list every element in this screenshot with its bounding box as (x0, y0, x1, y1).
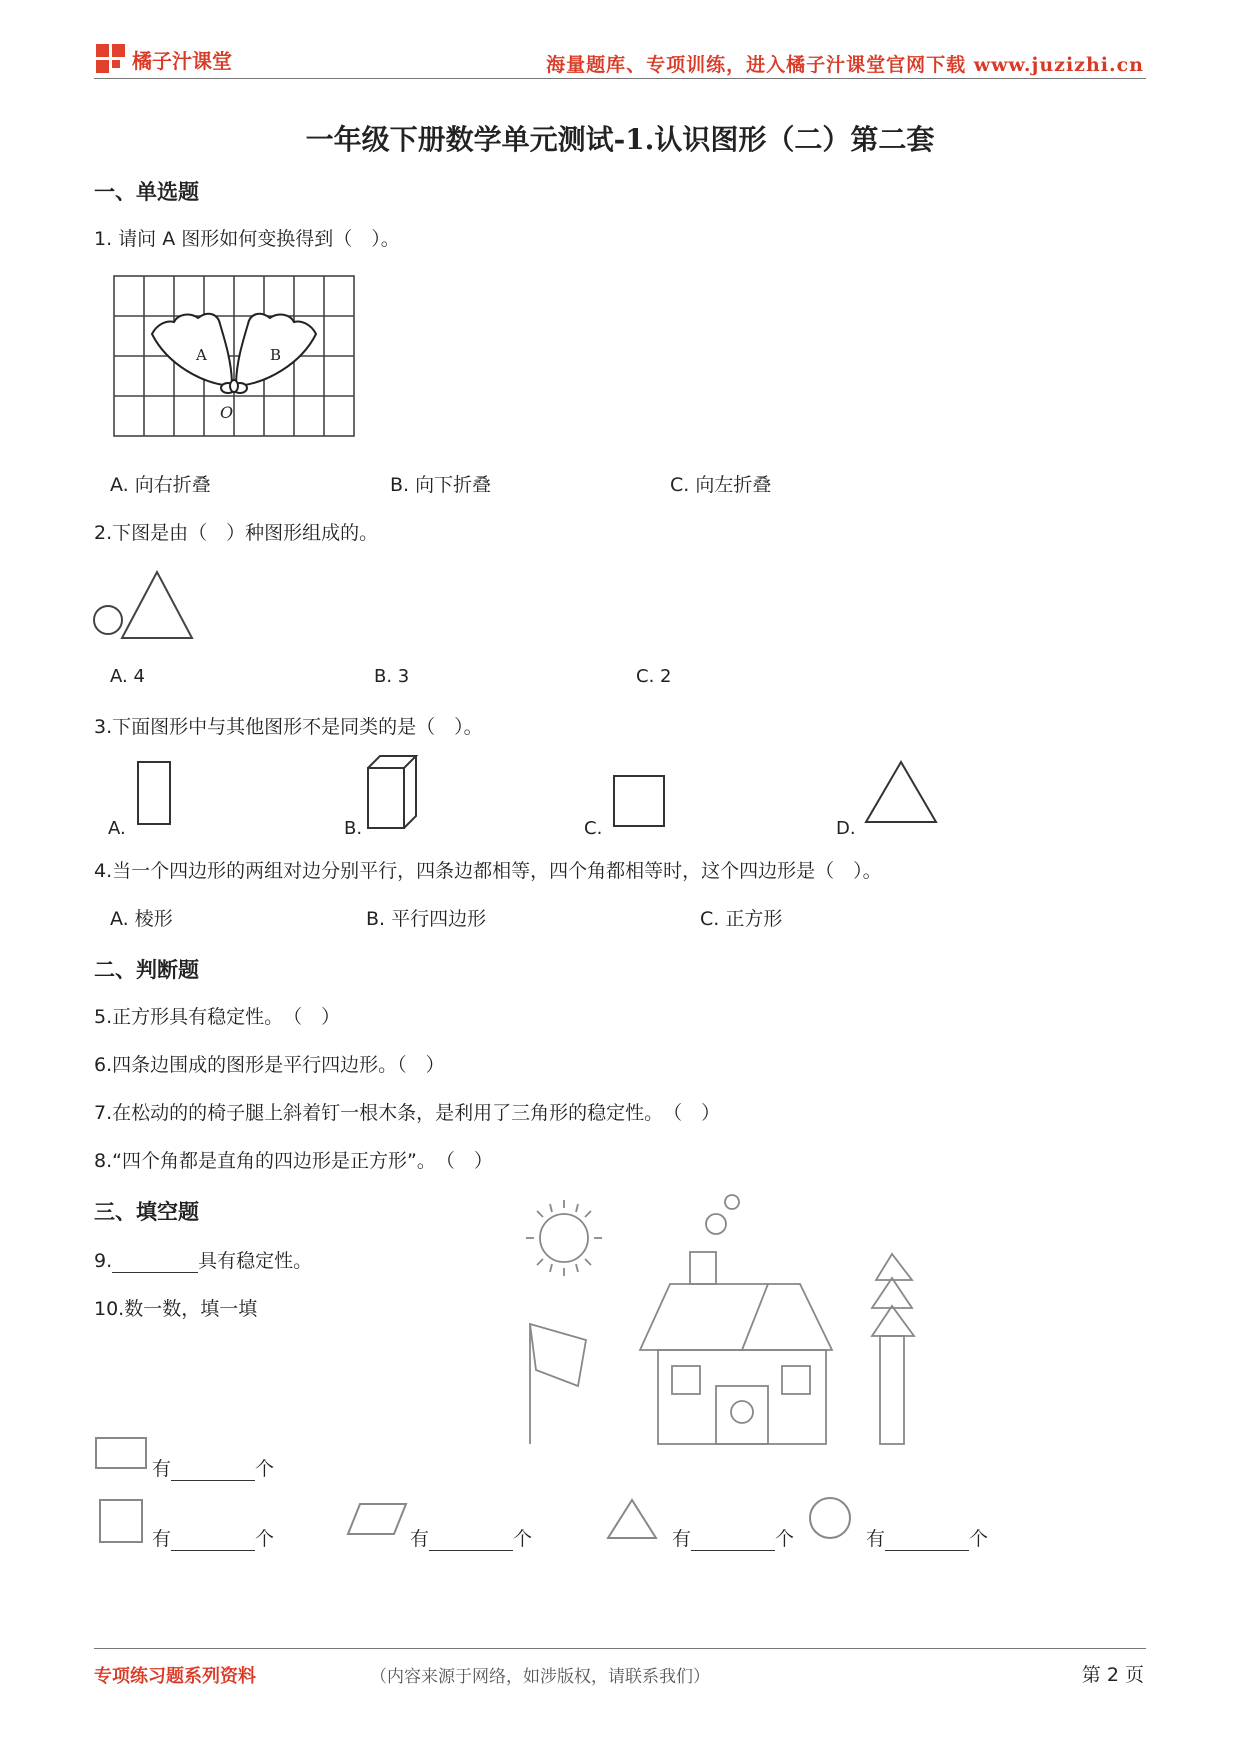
count-you-label: 有 (410, 1528, 430, 1550)
figure-label-b: B (270, 346, 282, 364)
square-count-icon (96, 1496, 148, 1546)
count-ge-label: 个 (969, 1528, 989, 1550)
circle-triangle-figure (92, 568, 202, 642)
count-rectangle (152, 1454, 274, 1481)
q9-blank[interactable] (112, 1252, 198, 1273)
page-suffix: 页 (1124, 1664, 1144, 1686)
count-you-label: 有 (152, 1458, 172, 1480)
q2-option-a[interactable]: A. 4 (110, 666, 145, 687)
count-you-label: 有 (866, 1528, 886, 1550)
header-logo (96, 44, 232, 74)
count-parallelogram-blank[interactable] (429, 1530, 513, 1551)
question-10: 10.数一数，填一填 (94, 1298, 258, 1320)
footer-copyright-note: （内容来源于网络，如涉版权，请联系我们） (370, 1667, 710, 1687)
section-single-choice: 一、单选题 (94, 179, 199, 204)
footer-series-label: 专项练习题系列资料 (94, 1666, 256, 1687)
question-2: 2.下图是由（ ）种图形组成的。 (94, 522, 379, 544)
q9-number: 9. (94, 1250, 113, 1272)
count-ge-label: 个 (513, 1528, 533, 1550)
count-ge-label: 个 (775, 1528, 795, 1550)
square-figure (610, 772, 670, 832)
count-rectangle-blank[interactable] (171, 1460, 255, 1481)
count-you-label: 有 (152, 1528, 172, 1550)
q3-option-a[interactable]: A. (108, 818, 126, 839)
leaf-grid-figure (112, 274, 362, 440)
q4-option-a[interactable]: A. 棱形 (110, 908, 173, 930)
triangle-shape (122, 572, 192, 638)
count-ge-label: 个 (255, 1528, 275, 1550)
section-true-false: 二、判断题 (94, 957, 199, 982)
brand-name: 橘子汁课堂 (132, 48, 232, 73)
triangle-count-icon (604, 1496, 660, 1542)
q4-option-b[interactable]: B. 平行四边形 (366, 908, 487, 930)
header-slogan: 海量题库、专项训练，进入橘子汁课堂官网下载 www.juzizhi.cn (546, 54, 1144, 76)
page-number (1082, 1660, 1144, 1687)
question-8: 8.“四个角都是直角的四边形是正方形”。 （ ） (94, 1150, 493, 1172)
rectangle-figure (134, 758, 176, 830)
q2-option-b[interactable]: B. 3 (374, 666, 410, 687)
figure-label-o: O (220, 403, 234, 422)
count-ge-label: 个 (255, 1458, 275, 1480)
question-7: 7.在松动的的椅子腿上斜着钉一根木条，是利用了三角形的稳定性。 （ ） (94, 1102, 721, 1124)
page-prefix: 第 (1081, 1664, 1101, 1686)
figure-label-a: A (196, 346, 207, 364)
logo-icon (96, 44, 126, 74)
leaf-a (152, 314, 232, 386)
rectangle-count-icon (92, 1434, 152, 1472)
q4-option-c[interactable]: C. 正方形 (700, 908, 783, 930)
footer-rule (94, 1648, 1146, 1649)
q1-option-c[interactable]: C. 向左折叠 (670, 474, 772, 496)
q9-text: 具有稳定性。 (198, 1250, 313, 1272)
circle-count-icon (806, 1494, 856, 1544)
circle-shape (94, 606, 122, 634)
q3-option-c[interactable]: C. (584, 818, 603, 839)
count-you-label: 有 (672, 1528, 692, 1550)
count-parallelogram (410, 1524, 532, 1551)
question-6: 6.四条边围成的图形是平行四边形。（ ） (94, 1054, 445, 1076)
count-triangle-blank[interactable] (691, 1530, 775, 1551)
header-rule (94, 78, 1146, 79)
section-fill-blank: 三、填空题 (94, 1199, 199, 1224)
count-circle-blank[interactable] (885, 1530, 969, 1551)
triangle-figure (862, 756, 940, 828)
question-5: 5.正方形具有稳定性。 （ ） (94, 1006, 341, 1028)
question-4: 4.当一个四边形的两组对边分别平行，四条边都相等，四个角都相等时，这个四边形是（ ）。 (94, 860, 882, 882)
question-1: 1. 请问 A 图形如何变换得到（ ）。 (94, 228, 400, 250)
page-num: 2 (1106, 1664, 1119, 1686)
page-title: 一年级下册数学单元测试-1.认识图形（二）第二套 (305, 123, 935, 156)
house-scene-figure (520, 1194, 960, 1454)
count-circle (866, 1524, 988, 1551)
count-triangle (672, 1524, 794, 1551)
q1-option-a[interactable]: A. 向右折叠 (110, 474, 211, 496)
q3-option-d[interactable]: D. (836, 818, 856, 839)
q2-option-c[interactable]: C. 2 (636, 666, 672, 687)
q3-option-b[interactable]: B. (344, 818, 363, 839)
parallelogram-count-icon (344, 1500, 410, 1540)
question-9 (94, 1246, 312, 1273)
q1-option-b[interactable]: B. 向下折叠 (390, 474, 492, 496)
question-3: 3.下面图形中与其他图形不是同类的是（ ）。 (94, 716, 483, 738)
count-square (152, 1524, 274, 1551)
cuboid-figure (364, 752, 424, 834)
sun-circle (540, 1214, 588, 1262)
count-square-blank[interactable] (171, 1530, 255, 1551)
